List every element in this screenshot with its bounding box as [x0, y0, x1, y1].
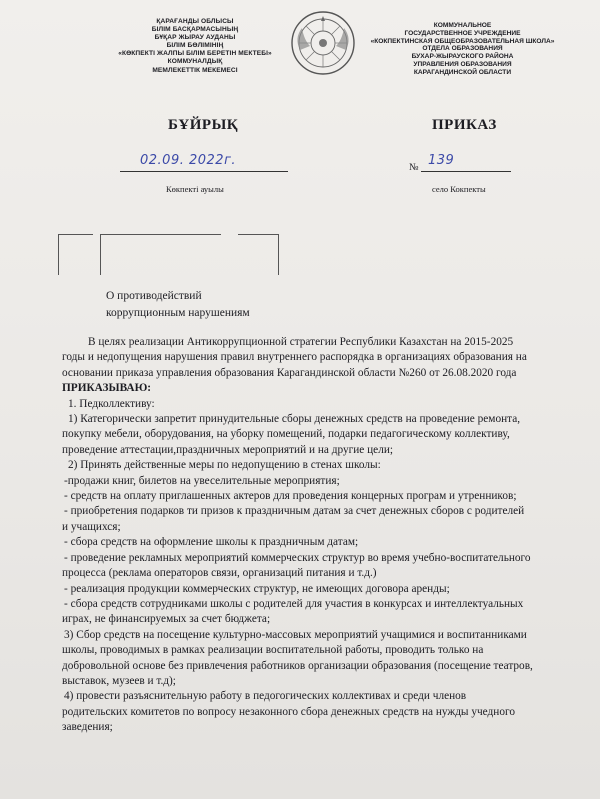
- paragraph-line: школы, проводимых в рамках реализации воспитательной работы, проводить только на: [62, 644, 484, 657]
- number-label: №: [409, 162, 419, 173]
- order-subject: [106, 288, 250, 322]
- paragraph-line: 3) Сбор средств на посещение культурно-массовых мероприятий учащимися и воспитанниками: [64, 628, 527, 641]
- intro-line: годы и недопущения нарушения правил внутреннего распорядка в организациях образования на: [62, 351, 527, 364]
- header-left-line: БҰҚАР ЖЫРАУ АУДАНЫ: [154, 34, 236, 42]
- header-right-line: ГОСУДАРСТВЕННОЕ УЧРЕЖДЕНИЕ: [404, 29, 521, 37]
- item-heading: 1. Педколлективу:: [68, 397, 155, 410]
- order-body: [62, 335, 574, 736]
- list-item: - средств на оплату приглашенных актеров для проведения концерных програм и утренников;: [64, 490, 517, 503]
- list-item: - сбора средств сотрудниками школы с родителей для участия в конкурсах и интеллектуальных: [64, 597, 524, 610]
- header-left-line: ҚАРАҒАНДЫ ОБЛЫСЫ: [156, 18, 234, 25]
- intro-line: основании приказа управления образования Карагандинской области №260 от 26.08.2020 года: [62, 366, 517, 379]
- header-right-line: КАРАГАНДИНСКОЙ ОБЛАСТИ: [413, 68, 512, 76]
- list-item: - сбора средств на оформление школы к праздничным датам;: [64, 536, 359, 549]
- header-left-kazakh: [100, 18, 290, 75]
- list-item: -продажи книг, билетов на увеселительные мероприятия;: [64, 474, 340, 487]
- header-right-line: БУХАР-ЖЫРАУСКОГО РАЙОНА: [411, 53, 514, 61]
- paragraph-line: добровольной основе без привлечения работников организации образования (посещение театров,: [62, 659, 533, 672]
- list-item: - приобретения подарков ти призов к праздничным датам за счет денежных сборов с родителей: [64, 505, 525, 518]
- header-left-line: «КӨКПЕКТІ ЖАЛПЫ БІЛІМ БЕРЕТІН МЕКТЕБІ»: [118, 50, 272, 58]
- list-item: играх, не финансируемых за счет бюджета;: [62, 613, 271, 626]
- number-underline: [421, 171, 511, 172]
- header-right-line: «КОКПЕКТИНСКАЯ ОБЩЕОБРАЗОВАТЕЛЬНАЯ ШКОЛА»: [370, 37, 555, 45]
- state-emblem-icon: [290, 10, 356, 76]
- paragraph-line: покупку мебели, оборудования, на уборку помещений, подарки педагогическому коллективу,: [62, 428, 510, 441]
- title-kazakh: БҰЙРЫҚ: [168, 117, 239, 133]
- handwritten-number: 139: [428, 153, 455, 168]
- paragraph-line: проведение аттестации,праздничных мероприятий и на другие цели;: [62, 443, 394, 456]
- list-item: - проведение рекламных мероприятий коммерческих структур во время учебно-воспитательного: [64, 551, 531, 564]
- paragraph-line: 4) провести разъяснительную работу в педогогических коллективах и среди членов: [64, 690, 467, 703]
- paragraph-line: 2) Принять действенные меры по недопущению в стенах школы:: [68, 459, 381, 472]
- subject-line: О противодействий: [106, 290, 202, 302]
- intro-line: В целях реализации Антикоррупционной стратегии Республики Казахстан на 2015-2025: [88, 336, 514, 348]
- place-russian: село Кокпекты: [432, 184, 486, 194]
- header-left-line: БІЛІМ БӨЛІМІНІҢ: [166, 42, 224, 50]
- subject-line: коррупционным нарушениям: [106, 307, 250, 319]
- corner-mark-right: [238, 234, 279, 275]
- title-russian: ПРИКАЗ: [432, 117, 497, 133]
- place-kazakh: Көкпекті ауылы: [166, 184, 224, 194]
- paragraph-line: родительских комитетов по вопросу незаконного сбора денежных средств на нужды учедного: [62, 705, 515, 718]
- header-right-line: КОММУНАЛЬНОЕ: [433, 22, 492, 29]
- list-item: - реализация продукции коммерческих структур, не имеющих договора аренды;: [64, 582, 450, 595]
- header-left-line: МЕМЛЕКЕТТІК МЕКЕМЕСІ: [152, 66, 238, 74]
- handwritten-date: 02.09. 2022г.: [140, 153, 237, 168]
- paragraph-line: выставок, музеев и т.д);: [62, 674, 176, 687]
- header-left-line: БІЛІМ БАСҚАРМАСЫНЫҢ: [151, 26, 239, 34]
- order-word: ПРИКАЗЫВАЮ:: [62, 382, 152, 395]
- header-right-russian: [355, 22, 570, 77]
- date-underline: [120, 171, 288, 172]
- header-right-line: УПРАВЛЕНИЯ ОБРАЗОВАНИЯ: [413, 60, 512, 68]
- header-right-line: ОТДЕЛА ОБРАЗОВАНИЯ: [422, 45, 503, 53]
- paragraph-line: 1) Категорически запретит принудительные сборы денежных средств на проведение ремонта,: [68, 413, 521, 426]
- list-item: и учащихся;: [62, 520, 121, 533]
- paragraph-line: заведения;: [62, 721, 113, 734]
- corner-mark-left: [58, 234, 93, 275]
- header-left-line: КОММУНАЛДЫҚ: [167, 58, 223, 66]
- list-item: процесса (реклама операторов связи, организаций питания и т.д.): [62, 567, 377, 580]
- corner-mark-inner: [100, 234, 221, 275]
